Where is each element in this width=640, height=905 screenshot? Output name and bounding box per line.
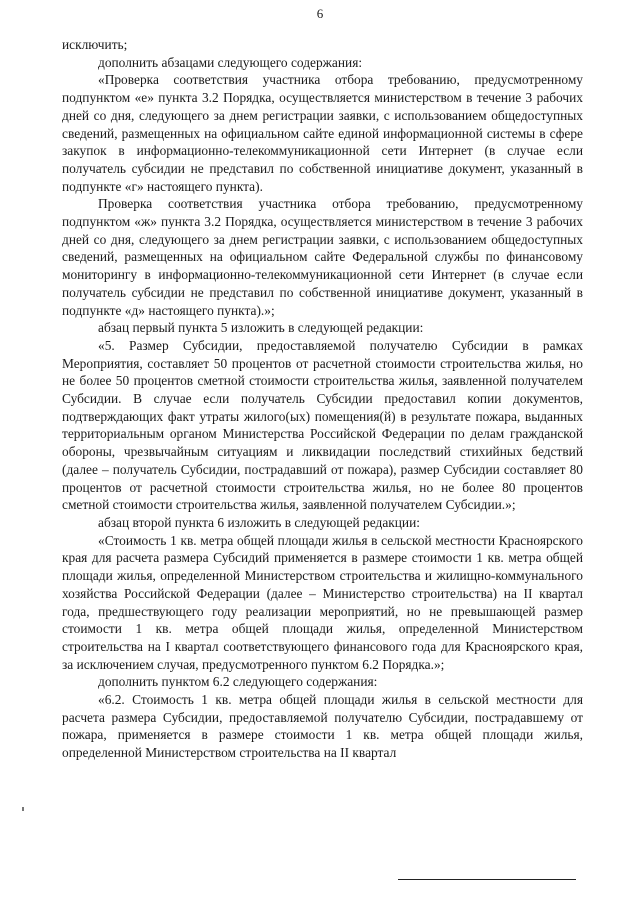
- footer-rule: [398, 879, 576, 880]
- margin-mark: [22, 807, 24, 811]
- paragraph-exclude: исключить;: [62, 37, 128, 52]
- paragraph-check-zh: Проверка соответствия участника отбора требованию, предусмотренному подпунктом «ж» пункта 3.2 Порядка, осуществляется министерством в течение 3 рабочих дней со дня, следующего за днем регистрации заявки, с использованием общедоступных сведений, размещенных на официальном сайте Федеральной службы по финансовому мониторингу в информационно-телекоммуникационной сети Интернет (в случае если получатель субсидии не представил по собственной инициативе документ, указанный в подпункте «д» настоящего пункта).»;: [62, 196, 583, 318]
- paragraph-point5-intro: абзац первый пункта 5 изложить в следующей редакции:: [98, 320, 424, 336]
- paragraph-point6-intro: абзац второй пункта 6 изложить в следующей редакции:: [98, 514, 420, 530]
- document-body: [62, 36, 583, 762]
- paragraph-point6: «Стоимость 1 кв. метра общей площади жилья в сельской местности Красноярского края для расчета размера Субсидий применяется в размере стоимости 1 кв. метра общей площади жилья, определенной Министерством строительства и жилищно-коммунального хозяйства Российской Федерации (далее – Министерство строительства) на II квартал года, предшествующего году реализации мероприятий, но не превышающей размер стоимости 1 кв. метра общей площади жилья, определенной Министерством строительства на I квартал соответствующего финансового года для Красноярского края, за исключением случая, предусмотренного пунктом 6.2 Порядка.»;: [62, 532, 583, 672]
- paragraph-check-e: «Проверка соответствия участника отбора требованию, предусмотренному подпунктом «е» пункта 3.2 Порядка, осуществляется министерством в течение 3 рабочих дней со дня, следующего за днем регистрации заявки, с использованием общедоступных сведений, размещенных на официальном сайте единой информационной системы в сфере закупок в информационно-телекоммуникационной сети Интернет (в случае если получатель субсидии не представил по собственной инициативе документ, указанный в подпункте «г» настоящего пункта).: [62, 72, 583, 194]
- paragraph-point62: «6.2. Стоимость 1 кв. метра общей площади жилья в сельской местности для расчета размера Субсидии, предоставляемой получателю Субсидии, пострадавшему от пожара, применяется в размере стоимости 1 кв. метра общей площади жилья, определенной Министерством строительства на II квартал: [62, 692, 583, 761]
- paragraph-point62-intro: дополнить пунктом 6.2 следующего содержания:: [98, 674, 378, 690]
- paragraph-point5: «5. Размер Субсидии, предоставляемой получателю Субсидии в рамках Мероприятия, составляет 50 процентов от расчетной стоимости строительства жилья, но не более 50 процентов сметной стоимости строительства жилья, заявленной получателем Субсидии. В случае если получатель Субсидии предоставил копии документов, подтверждающих факт утраты жилого(ых) помещения(й) в результате пожара, выданных территориальным органом Министерства Российской Федерации по делам гражданской обороны, чрезвычайным ситуациям и ликвидации последствий стихийных бедствий (далее – получатель Субсидии, пострадавший от пожара), размер Субсидии составляет 80 процентов от расчетной стоимости строительства жилья, но не более 80 процентов сметной стоимости строительства жилья, заявленной получателем Субсидии.»;: [62, 337, 583, 513]
- paragraph-add-clauses: дополнить абзацами следующего содержания:: [98, 54, 363, 70]
- page-number: 6: [316, 6, 324, 21]
